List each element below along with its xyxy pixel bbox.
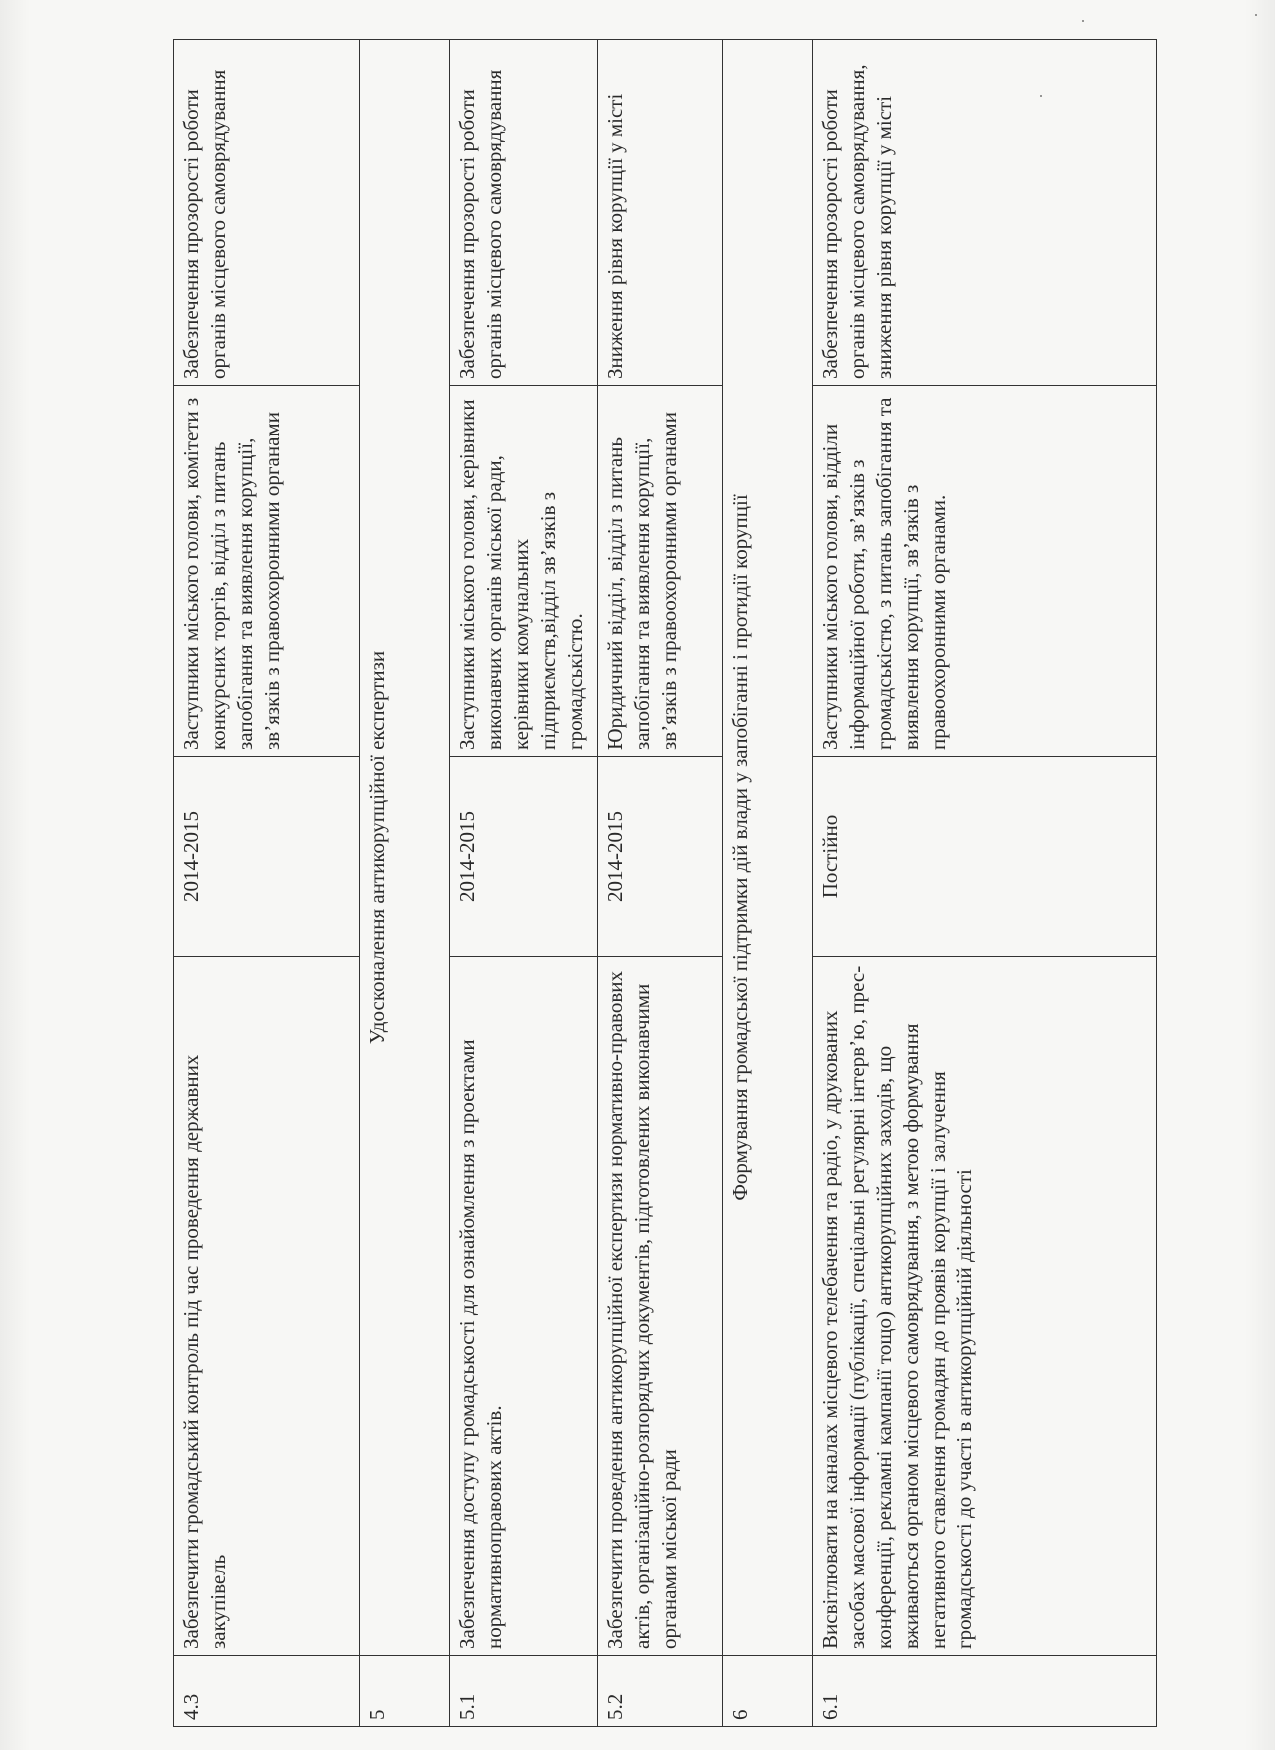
result-cell: Забезпечення прозорості роботи органів місцевого самоврядування, зниження рівня корупції у місті: [813, 40, 1157, 386]
term-cell: 2014-2015: [598, 757, 723, 957]
row-number: 6.1: [813, 1656, 1157, 1727]
rotated-table-container: [173, 64, 1156, 1727]
result-cell: Забезпечення прозорості роботи органів місцевого самоврядування: [174, 40, 360, 386]
row-number: 5.2: [598, 1656, 723, 1727]
result-cell: Зниження рівня корупції у місті: [598, 40, 723, 386]
section-title: Удосконалення антикорупційної експертизи: [360, 40, 450, 1656]
executors-cell: Заступники міського голови, відділи інформаційної роботи, зв’язків з громадськістю, з питань запобігання та виявлення корупції, зв’язків з правоохоронними органами.: [813, 386, 1157, 757]
term-cell: 2014-2015: [450, 757, 598, 957]
executors-cell: Заступники міського голови, комітети з конкурсних торгів, відділ з питань запобігання та виявлення корупції, зв’язків з правоохоронними органами: [174, 386, 360, 757]
task-cell: Забезпечити громадський контроль під час проведення державних закупівель: [174, 957, 360, 1656]
table-row-5-1: [450, 40, 598, 1727]
scan-speck: [1255, 14, 1257, 16]
section-title: Формування громадської підтримки дій влади у запобіганні і протидії корупції: [723, 40, 813, 1656]
table-row-5-2: [598, 40, 723, 1727]
section-number: 6: [723, 1656, 813, 1727]
term-cell: 2014-2015: [174, 757, 360, 957]
row-number: 5.1: [450, 1656, 598, 1727]
executors-cell: Заступники міського голови, керівники виконавчих органів міської ради, керівники комунальних підприємств,відділ зв’язків з громадськістю.: [450, 386, 598, 757]
table-row-4-3: [174, 40, 360, 1727]
scan-speck: [1082, 20, 1084, 22]
task-cell: Висвітлювати на каналах місцевого телебачення та радіо, у друкованих засобах масової інформації (публікації, спеціальні регулярні інтерв’ю, прес-конференції, рекламні кампанії тощо) антикорупційних заходів, що вживаються органом місцевого самоврядування, з метою формування негативного ставлення громадян до проявів корупції і залучення громадськості до участі в антикорупційній діяльності: [813, 957, 1157, 1656]
executors-cell: Юридичний відділ, відділ з питань запобігання та виявлення корупції, зв’язків з правоохоронними органами: [598, 386, 723, 757]
anticorruption-plan-table: [173, 39, 1157, 1727]
task-cell: Забезпечити проведення антикорупційної експертизи нормативно-правових актів, організаційно-розпорядчих документів, підготовлених виконавчими органами міської ради: [598, 957, 723, 1656]
result-cell: Забезпечення прозорості роботи органів місцевого самоврядування: [450, 40, 598, 386]
section-number: 5: [360, 1656, 450, 1727]
table-row-6-1: [813, 40, 1157, 1727]
rotated-table: [173, 64, 1156, 1727]
section-row-6: [723, 40, 813, 1727]
task-cell: Забезпечення доступу громадськості для ознайомлення з проектами нормативноправових актів.: [450, 957, 598, 1656]
section-row-5: [360, 40, 450, 1727]
row-number: 4.3: [174, 1656, 360, 1727]
term-cell: Постійно: [813, 757, 1157, 957]
